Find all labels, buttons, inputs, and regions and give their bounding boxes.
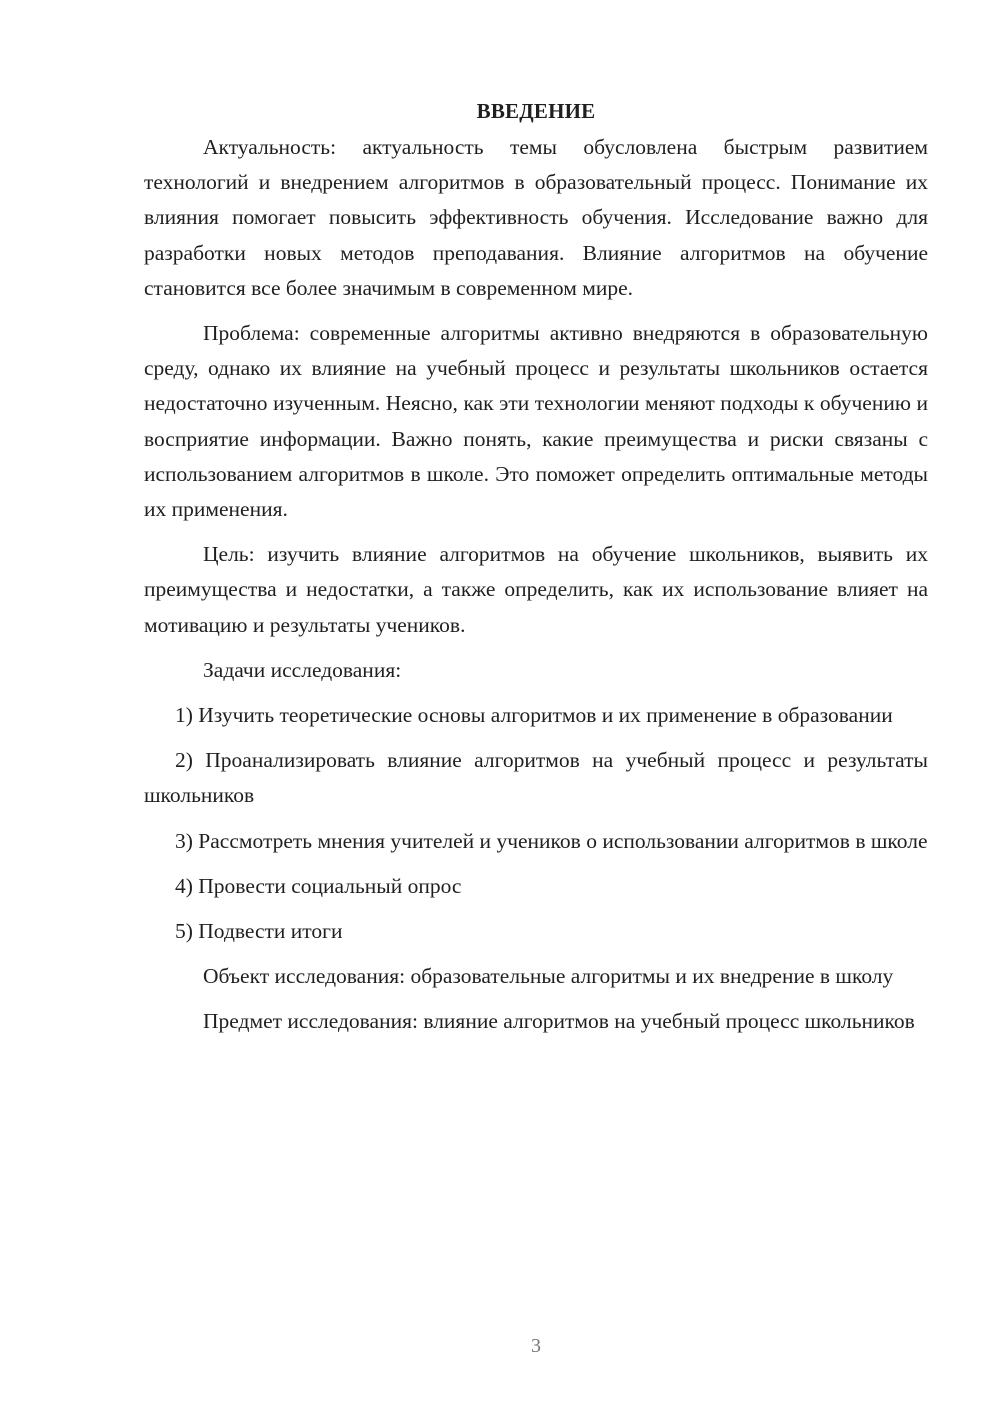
object-paragraph: Объект исследования: образовательные алгоритмы и их внедрение в школу: [203, 964, 894, 989]
task-item-4: 4) Провести социальный опрос: [175, 873, 462, 898]
subject-paragraph: Предмет исследования: влияние алгоритмов на учебный процесс школьников: [203, 1009, 915, 1034]
task-item-2: 2) Проанализировать влияние алгоритмов на учебный процесс и результаты школьников: [144, 748, 928, 808]
task-item-5: 5) Подвести итоги: [175, 919, 343, 944]
goal-paragraph: Цель: изучить влияние алгоритмов на обучение школьников, выявить их преимущества и недостатки, а также определить, как их использование влияет на мотивацию и результаты учеников.: [144, 542, 928, 637]
problem-paragraph: Проблема: современные алгоритмы активно внедряются в образовательную среду, однако их влияние на учебный процесс и результаты школьников остается недостаточно изученным. Неясно, как эти технологии меняют подходы к обучению и восприятие информации. Важно понять, какие преимущества и риски связаны с использованием алгоритмов в школе. Это поможет определить оптимальные методы их применения.: [144, 321, 928, 522]
page-number: 3: [531, 1335, 541, 1357]
task-item-3: 3) Рассмотреть мнения учителей и учеников о использовании алгоритмов в школе: [175, 828, 928, 853]
page-content: [144, 94, 928, 1040]
relevance-paragraph: Актуальность: актуальность темы обусловлена быстрым развитием технологий и внедрением алгоритмов в образовательный процесс. Понимание их влияния помогает повысить эффективность обучения. Исследование важно для разработки новых методов преподавания. Влияние алгоритмов на обучение становится все более значимым в современном мире.: [144, 135, 928, 300]
task-item-1: 1) Изучить теоретические основы алгоритмов и их применение в образовании: [175, 703, 893, 728]
section-title: ВВЕДЕНИЕ: [476, 99, 596, 123]
tasks-heading: Задачи исследования:: [203, 657, 402, 682]
